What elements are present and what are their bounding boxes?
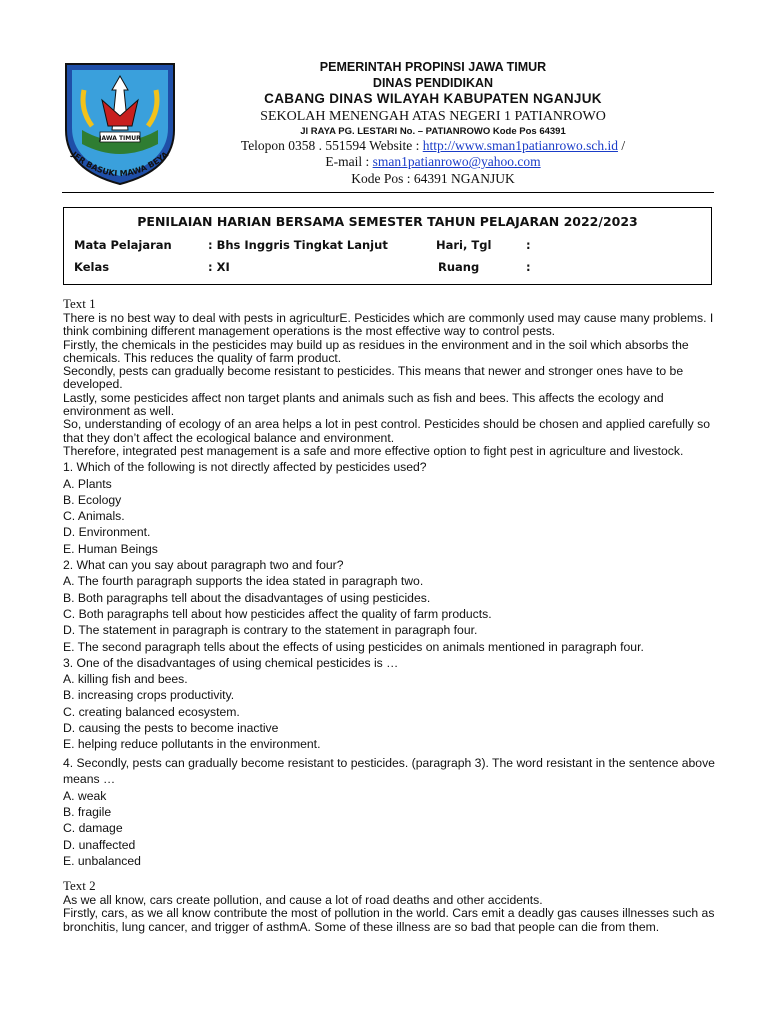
text1-paragraph: So, understanding of ecology of an area helps a lot in pest control. Pesticides should be chosen and applied carefully so that they don’t affect the ecological balance and environment.	[63, 417, 711, 445]
letterhead-office: DINAS PENDIDIKAN	[372, 75, 494, 90]
room-label: Ruang	[438, 260, 480, 274]
text1-paragraph: Firstly, the chemicals in the pesticides may build up as residues in the environment and in the soil which absorbs the chemicals. This reduces the quality of farm product.	[63, 337, 689, 365]
subject-label: Mata Pelajaran	[74, 238, 172, 252]
letterhead-school: SEKOLAH MENENGAH ATAS NEGERI 1 PATIANROWO	[260, 109, 606, 125]
east-java-emblem-icon	[62, 60, 178, 188]
letterhead-government: PEMERINTAH PROPINSI JAWA TIMUR	[319, 60, 547, 74]
text2-title: Text 2	[63, 878, 96, 894]
letterhead-postal: Kode Pos : 64391 NGANJUK	[351, 171, 515, 187]
letterhead-divider	[62, 192, 714, 193]
class-label: Kelas	[74, 260, 110, 274]
question-1-option: C. Animals.	[63, 509, 125, 524]
question-2-option: C. Both paragraphs tell about how pesticides affect the quality of farm products.	[63, 606, 492, 621]
section-gap	[63, 868, 715, 878]
question-3-option: D. causing the pests to become inactive	[63, 721, 279, 736]
question-1-option: E. Human Beings	[63, 541, 158, 556]
email-link[interactable]: sman1patianrowo@yahoo.com	[372, 154, 541, 170]
exam-title: PENILAIAN HARIAN BERSAMA SEMESTER TAHUN PELAJARAN 2022/2023	[137, 214, 638, 229]
question-3: 3. One of the disadvantages of using chemical pesticides is …	[63, 655, 399, 670]
text1-paragraph: Lastly, some pesticides affect non target plants and animals such as fish and bees. This affects the ecology and environment as well.	[63, 390, 664, 419]
text1-title: Text 1	[63, 296, 96, 311]
question-4-option: C. damage	[63, 821, 123, 836]
subject-value: : Bhs Inggris Tingkat Lanjut	[208, 238, 388, 252]
question-4-option: B. fragile	[63, 804, 112, 819]
room-value: :	[526, 260, 531, 274]
question-1-option: A. Plants	[63, 476, 112, 491]
website-link[interactable]: http://www.sman1patianrowo.sch.id	[422, 137, 618, 153]
question-2-option: B. Both paragraphs tell about the disadvantages of using pesticides.	[63, 590, 431, 605]
question-4-option: D. unaffected	[63, 837, 136, 852]
day-value: :	[526, 238, 531, 252]
logo-motto: JER BASUKI MAWA BEYA	[69, 149, 170, 179]
text1-paragraph: Secondly, pests can gradually become resistant to pesticides. This means that newer and stronger ones have to be developed.	[63, 364, 684, 392]
text2-paragraph: As we all know, cars create pollution, and cause a lot of road deaths and other accidents.	[63, 893, 543, 908]
question-2-option: A. The fourth paragraph supports the idea stated in paragraph two.	[63, 574, 424, 589]
question-3-option: E. helping reduce pollutants in the environment.	[63, 737, 321, 752]
question-3-option: C. creating balanced ecosystem.	[63, 704, 240, 719]
question-1: 1. Which of the following is not directly affected by pesticides used?	[63, 460, 427, 475]
question-2-option: D. The statement in paragraph is contrary to the statement in paragraph four.	[63, 623, 478, 638]
letterhead-phone: Telopon 0358 . 551594 Website : http://www.sman1patianrowo.sch.id /	[240, 137, 626, 153]
question-1-option: D. Environment.	[63, 525, 151, 540]
exam-content	[63, 296, 715, 934]
logo-banner: JAWA TIMUR	[99, 135, 141, 142]
text2-paragraph: Firstly, cars, as we all know contribute the most of pollution in the world. Cars emit a deadly gas causes illnesses such as bronchitis, lung cancer, and trigger of asthmA. Some of these illness are so bad that people can die from them.	[63, 906, 715, 934]
question-2-option: E. The second paragraph tells about the effects of using pesticides on animals mentioned in paragraph four.	[63, 639, 644, 654]
question-4-option: E. unbalanced	[63, 853, 141, 868]
question-3-option: B. increasing crops productivity.	[63, 688, 235, 703]
question-2: 2. What can you say about paragraph two and four?	[63, 558, 344, 573]
text1-paragraph: There is no best way to deal with pests in agriculturE. Pesticides which are commonly used may cause many problems. I think combining different management operations is the most effective way to control pests.	[63, 311, 714, 339]
day-label: Hari, Tgl	[436, 238, 492, 252]
class-value: : XI	[208, 260, 230, 274]
letterhead-branch: CABANG DINAS WILAYAH KABUPATEN NGANJUK	[264, 91, 602, 107]
question-4: 4. Secondly, pests can gradually become resistant to pesticides. (paragraph 3). The word resistant in the sentence above means …	[63, 755, 715, 786]
question-1-option: B. Ecology	[63, 492, 122, 507]
letterhead-email: E-mail : sman1patianrowo@yahoo.com	[325, 154, 541, 170]
exam-info-box	[63, 207, 712, 285]
question-4-option: A. weak	[63, 788, 107, 803]
text1-paragraph: Therefore, integrated pest management is a safe and more effective option to fight pest in agriculture and livestock.	[63, 443, 684, 458]
letterhead-address: Jl RAYA PG. LESTARI No. – PATIANROWO Kode Pos 64391	[300, 125, 566, 137]
question-3-option: A. killing fish and bees.	[63, 672, 188, 687]
letterhead	[190, 60, 676, 188]
